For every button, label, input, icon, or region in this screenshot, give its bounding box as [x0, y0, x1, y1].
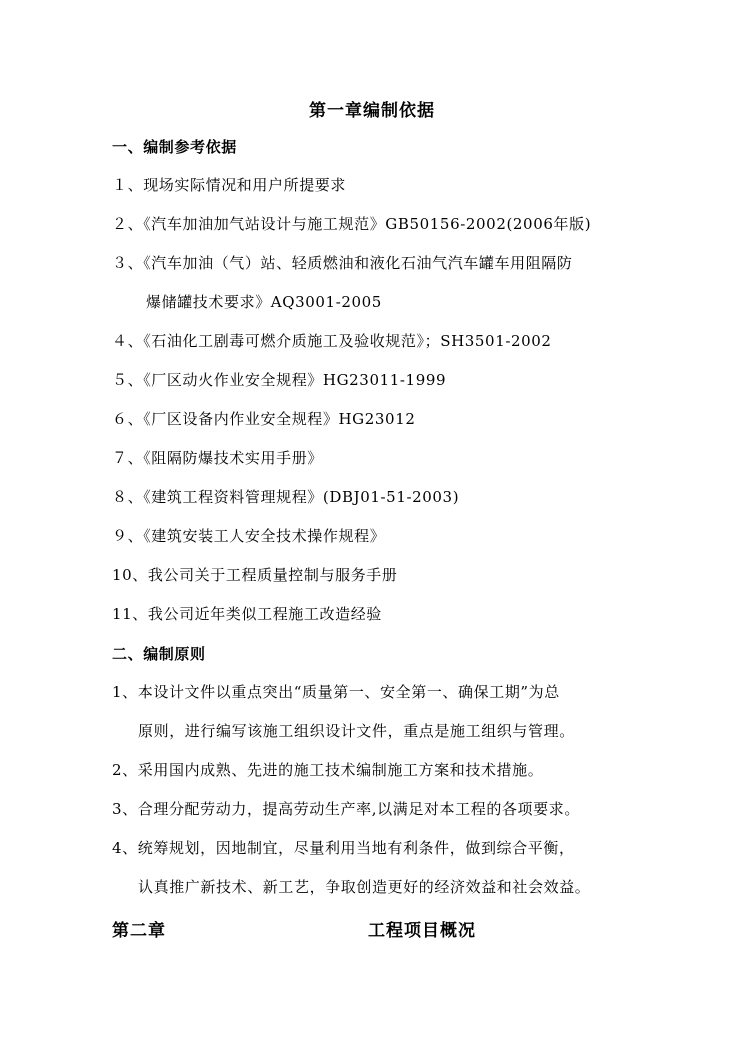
list-item: 4、统筹规划，因地制宜，尽量利用当地有利条件，做到综合平衡，: [112, 839, 575, 857]
list-item: ３、《汽车加油（气）站、轻质燃油和液化石油气汽车罐车用阻隔防: [112, 254, 573, 272]
list-item: 2、采用国内成熟、先进的施工技术编制施工方案和技术措施。: [112, 761, 544, 779]
section-heading: 一、编制参考依据: [112, 138, 237, 156]
list-item: １、现场实际情况和用户所提要求: [112, 176, 347, 194]
chapter-title: 工程项目概况: [368, 921, 476, 941]
list-item: 1、本设计文件以重点突出“质量第一、安全第一、确保工期”为总: [112, 683, 560, 701]
list-item: ７、《阻隔防爆技术实用手册》: [112, 449, 323, 467]
chapter-title: 第一章编制依据: [309, 101, 435, 121]
list-item: 11、我公司近年类似工程施工改造经验: [112, 605, 382, 623]
list-item: ４、《石油化工剧毒可燃介质施工及验收规范》；SH3501-2002: [112, 332, 552, 350]
section-heading: 二、编制原则: [112, 645, 206, 663]
list-item-continuation: 爆储罐技术要求》AQ3001-2005: [146, 293, 382, 311]
list-item: 10、我公司关于工程质量控制与服务手册: [112, 566, 398, 584]
list-item: ６、《厂区设备内作业安全规程》HG23012: [112, 410, 416, 428]
list-item: 3、合理分配劳动力，提高劳动生产率,以满足对本工程的各项要求。: [112, 800, 580, 818]
list-item-continuation: 原则，进行编写该施工组织设计文件，重点是施工组织与管理。: [138, 722, 575, 740]
list-item: ９、《建筑安装工人安全技术操作规程》: [112, 527, 386, 545]
list-item: ８、《建筑工程资料管理规程》(DBJ01-51-2003): [112, 488, 460, 506]
list-item: ５、《厂区动火作业安全规程》HG23011-1999: [112, 371, 447, 389]
list-item-continuation: 认真推广新技术、新工艺，争取创造更好的经济效益和社会效益。: [138, 878, 591, 896]
chapter-label: 第二章: [112, 921, 166, 941]
list-item: ２、《汽车加油加气站设计与施工规范》GB50156-2002(2006年版): [112, 215, 592, 233]
